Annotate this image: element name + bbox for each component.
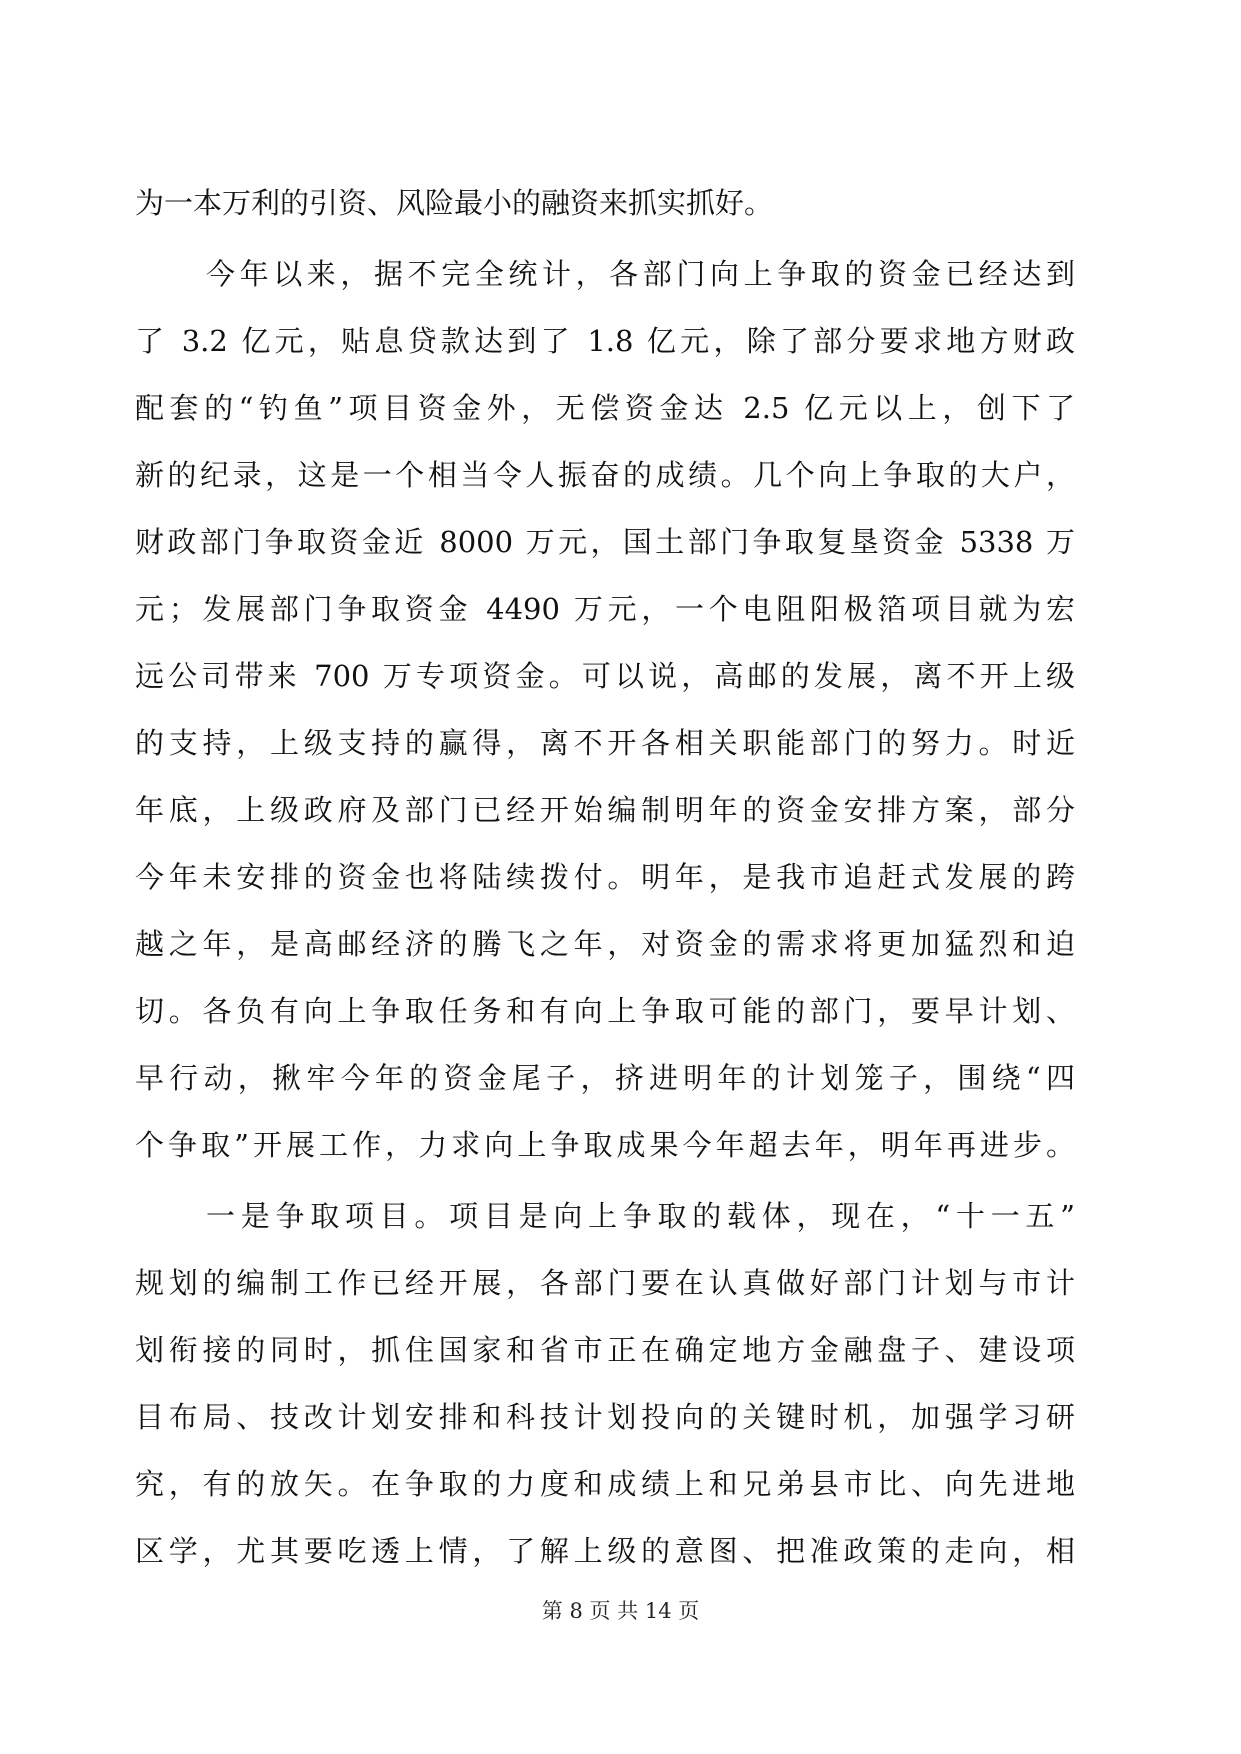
text-line: 新的纪录，这是一个相当令人振奋的成绩。几个向上争取的大户， (135, 458, 1075, 492)
text-line: 的支持，上级支持的赢得，离不开各相关职能部门的努力。时近 (135, 726, 1075, 760)
text-line: 个争取”开展工作，力求向上争取成果今年超去年，明年再进步。 (135, 1128, 1075, 1162)
paragraph-start-line: 一是争取项目。项目是向上争取的载体，现在，“十一五” (206, 1199, 1075, 1233)
text-line: 年底，上级政府及部门已经开始编制明年的资金安排方案，部分 (135, 793, 1075, 827)
text-line: 元；发展部门争取资金 4490 万元，一个电阻阳极箔项目就为宏 (135, 592, 1075, 626)
text-line: 越之年，是高邮经济的腾飞之年，对资金的需求将更加猛烈和迫 (135, 927, 1075, 961)
text-line: 为一本万利的引资、风险最小的融资来抓实抓好。 (135, 186, 774, 220)
text-line: 切。各负有向上争取任务和有向上争取可能的部门，要早计划、 (135, 994, 1075, 1028)
text-line: 配套的“钓鱼”项目资金外，无偿资金达 2.5 亿元以上，创下了 (135, 391, 1075, 425)
text-line: 今年未安排的资金也将陆续拨付。明年，是我市追赶式发展的跨 (135, 860, 1075, 894)
text-line: 财政部门争取资金近 8000 万元，国土部门争取复垦资金 5338 万 (135, 525, 1075, 559)
text-line: 了 3.2 亿元，贴息贷款达到了 1.8 亿元，除了部分要求地方财政 (135, 324, 1075, 358)
text-line: 区学，尤其要吃透上情，了解上级的意图、把准政策的走向，相 (135, 1534, 1075, 1568)
text-line: 究，有的放矢。在争取的力度和成绩上和兄弟县市比、向先进地 (135, 1467, 1075, 1501)
paragraph-start-line: 今年以来，据不完全统计，各部门向上争取的资金已经达到 (206, 257, 1075, 291)
text-line: 划衔接的同时，抓住国家和省市正在确定地方金融盘子、建设项 (135, 1333, 1075, 1367)
text-line: 远公司带来 700 万专项资金。可以说，高邮的发展，离不开上级 (135, 659, 1075, 693)
page-number-footer: 第 8 页 共 14 页 (541, 1599, 700, 1623)
text-line: 规划的编制工作已经开展，各部门要在认真做好部门计划与市计 (135, 1266, 1075, 1300)
text-line: 目布局、技改计划安排和科技计划投向的关键时机，加强学习研 (135, 1400, 1075, 1434)
text-line: 早行动，揪牢今年的资金尾子，挤进明年的计划笼子，围绕“四 (135, 1061, 1075, 1095)
